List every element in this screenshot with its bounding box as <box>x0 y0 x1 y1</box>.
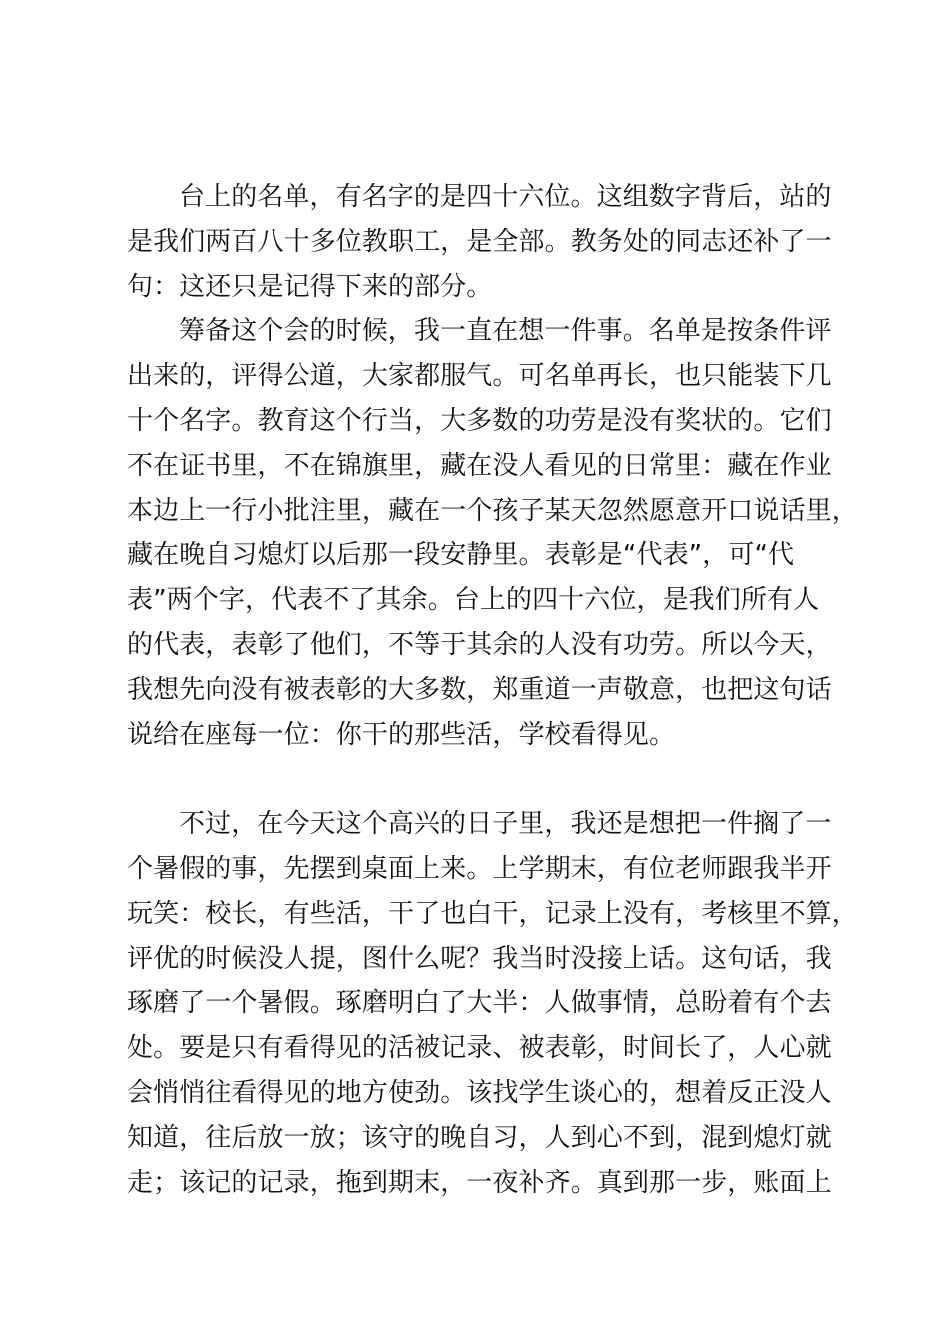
paragraph-1 <box>127 175 852 309</box>
text-line: 玩笑：校长，有些活，干了也白干，记录上没有，考核里不算， <box>127 898 858 929</box>
text-line: 台上的名单，有名字的是四十六位。这组数字背后，站的 <box>179 182 832 212</box>
text-line: 的代表，表彰了他们，不等于其余的人没有功劳。所以今天， <box>127 629 832 660</box>
text-line: 走；该记的记录，拖到期末，一夜补齐。真到那一步，账面上 <box>127 1167 832 1198</box>
body-text <box>127 175 858 1205</box>
text-line: 个暑假的事，先摆到桌面上来。上学期末，有位老师跟我半开 <box>127 853 832 884</box>
paragraph-3 <box>127 802 858 1205</box>
text-line: 知道，往后放一放；该守的晚自习，人到心不到，混到熄灯就 <box>127 1122 832 1153</box>
text-line: 不在证书里，不在锦旗里，藏在没人看见的日常里：藏在作业 <box>127 450 832 481</box>
text-line: 说给在座每一位：你干的那些活，学校看得见。 <box>127 719 676 750</box>
text-line: 我想先向没有被表彰的大多数，郑重道一声敬意，也把这句话 <box>127 674 832 705</box>
text-line: 藏在晚自习熄灯以后那一段安静里。表彰是“代表”，可“代 <box>127 540 795 571</box>
text-line: 处。要是只有看得见的活被记录、被表彰，时间长了，人心就 <box>127 1033 832 1064</box>
text-line <box>127 757 852 802</box>
text-line: 本边上一行小批注里，藏在一个孩子某天忽然愿意开口说话里， <box>127 495 858 526</box>
text-line: 不过，在今天这个高兴的日子里，我还是想把一件搁了一 <box>179 809 832 840</box>
text-line: 评优的时候没人提，图什么呢？我当时没接上话。这句话，我 <box>127 943 832 974</box>
text-line: 会悄悄往看得见的地方使劲。该找学生谈心的，想着反正没人 <box>127 1077 832 1108</box>
text-line: 句：这还只是记得下来的部分。 <box>127 271 493 302</box>
text-line: 筹备这个会的时候，我一直在想一件事。名单是按条件评 <box>179 316 832 347</box>
text-line: 是我们两百八十多位教职工，是全部。教务处的同志还补了一 <box>127 226 832 257</box>
text-line: 出来的，评得公道，大家都服气。可名单再长，也只能装下几 <box>127 361 832 392</box>
paragraph-2 <box>127 309 858 802</box>
text-line: 表”两个字，代表不了其余。台上的四十六位，是我们所有人 <box>127 585 820 616</box>
text-line: 十个名字。教育这个行当，大多数的功劳是没有奖状的。它们 <box>127 405 832 436</box>
text-line: 琢磨了一个暑假。琢磨明白了大半：人做事情，总盼着有个去 <box>127 988 832 1019</box>
